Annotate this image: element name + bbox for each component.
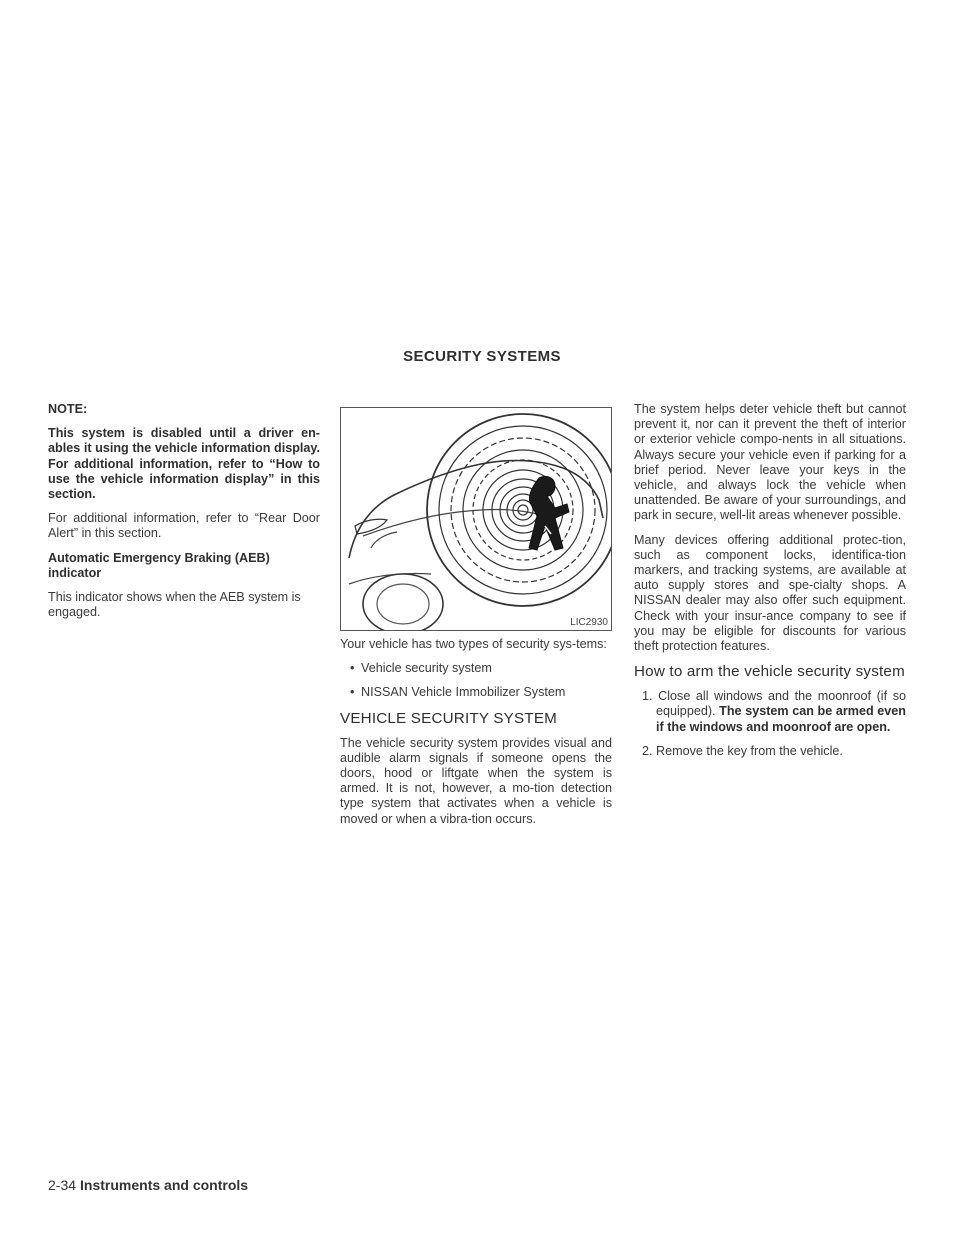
aeb-indicator-text: This indicator shows when the AEB system is engaged. [48,590,301,620]
section-title: SECURITY SYSTEMS [403,348,561,365]
step-note: The system can be armed even if the windows and moonroof are open. [656,704,907,734]
column-right [634,402,906,768]
list-item [634,689,906,735]
step-text: Close all windows and the moonroof (if so equipped). [656,689,906,719]
security-types-intro: Your vehicle has two types of security sys-tems: [340,637,607,651]
note-label: NOTE: [48,402,88,416]
note-text: This system is disabled until a driver en-ables it using the vehicle information display. For additional information, refer to “How to use the vehicle information display” in this section. [48,426,320,502]
rear-door-alert-reference: For additional information, refer to “Rear Door Alert” in this section. [48,511,320,541]
theft-deterrence-text: The system helps deter vehicle theft but cannot prevent it, nor can it prevent the theft of interior or exterior vehicle compo-nents in all situations. Always secure your vehicle even if parking for a brief period. Never leave your keys in the vehicle, and always lock the vehicle when unattended. Be aware of your surroundings, and park in secure, well-lit areas whenever possible. [634,402,906,523]
page-number: 2-34 [48,1177,77,1193]
aeb-indicator-heading: Automatic Emergency Braking (AEB) indicator [48,550,270,580]
page-footer [48,1177,248,1193]
list-item [634,744,906,759]
security-illustration [340,407,612,631]
vehicle-security-heading: VEHICLE SECURITY SYSTEM [340,709,557,727]
column-middle [340,407,612,836]
additional-devices-text: Many devices offering additional protec-tion, such as component locks, identifica-tion markers, and tracking systems, are available at auto supply stores and spe-cialty shops. A NISSAN dealer may also offer such equipment. Check with your insur-ance company to see if you may be eligible for discounts for various theft protection features. [634,532,906,654]
figure-id: LIC2930 [570,617,608,628]
step-number: 2. [642,743,653,758]
step-number: 1. [642,689,653,704]
chapter-title: Instruments and controls [80,1177,249,1193]
arm-steps-list [634,689,906,759]
arm-system-heading: How to arm the vehicle security system [634,663,905,681]
column-left [48,402,320,629]
security-types-list [340,661,612,700]
list-item: • Vehicle security system [340,661,612,676]
list-item: • NISSAN Vehicle Immobilizer System [340,685,612,700]
vehicle-security-text: The vehicle security system provides visual and audible alarm signals if someone opens the doors, hood or liftgate when the system is armed. It is not, however, a mo-tion detection type system that activates when a vehicle is moved or when a vibra-tion occurs. [340,735,612,826]
step-text: Remove the key from the vehicle. [656,743,843,758]
car-alarm-illustration [341,408,611,630]
